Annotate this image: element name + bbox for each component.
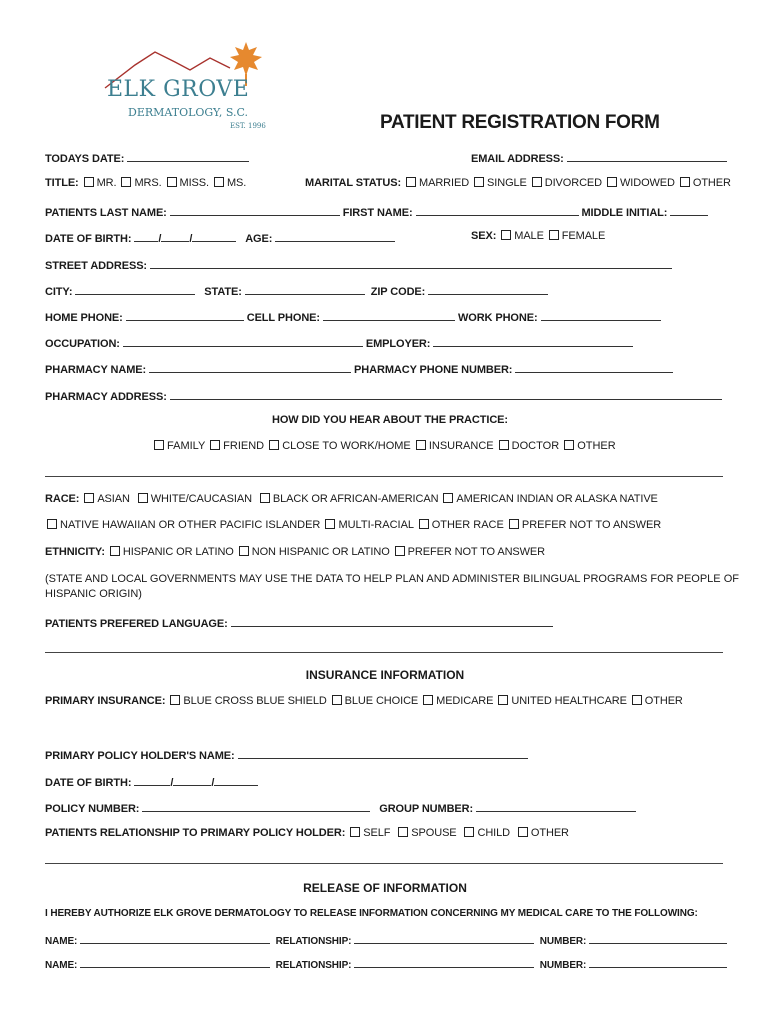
divider [45, 863, 723, 864]
race-option-white[interactable]: WHITE/CAUCASIAN [136, 493, 252, 505]
sex-row: SEX: MALE FEMALE [471, 230, 606, 242]
holder-dob-month-field[interactable] [134, 774, 170, 786]
release-relationship-field[interactable] [354, 933, 534, 944]
race-option-other[interactable]: OTHER RACE [417, 519, 504, 531]
holder-name-field[interactable] [238, 747, 528, 759]
race-option-prefer-not[interactable]: PREFER NOT TO ANSWER [507, 519, 661, 531]
primary-insurance-row: PRIMARY INSURANCE: BLUE CROSS BLUE SHIELD BLUE CHOICE MEDICARE UNITED HEALTHCARE OTHER [45, 695, 683, 707]
checkbox-icon [260, 493, 270, 503]
pharmacy-address-field[interactable] [170, 388, 722, 400]
release-contact-row-1: NAME: RELATIONSHIP: NUMBER: [45, 933, 727, 947]
checkbox-icon [239, 546, 249, 556]
checkbox-icon [138, 493, 148, 503]
checkbox-icon [607, 177, 617, 187]
occupation-field[interactable] [123, 335, 363, 347]
release-name-field[interactable] [80, 933, 270, 944]
dob-year-field[interactable] [192, 230, 236, 242]
ethnicity-option-hispanic[interactable]: HISPANIC OR LATINO [108, 546, 234, 558]
marital-option-single[interactable]: SINGLE [472, 177, 527, 189]
release-number-field[interactable] [589, 933, 727, 944]
cell-phone-field[interactable] [323, 309, 455, 321]
marital-option-other[interactable]: OTHER [678, 177, 731, 189]
occupation-row: OCCUPATION: EMPLOYER: [45, 335, 633, 350]
hear-heading: HOW DID YOU HEAR ABOUT THE PRACTICE: [272, 414, 508, 426]
checkbox-icon [154, 440, 164, 450]
todays-date-row: TODAYS DATE: [45, 150, 249, 165]
hear-option-friend[interactable]: FRIEND [208, 440, 264, 452]
marital-option-married[interactable]: MARRIED [404, 177, 469, 189]
age-field[interactable] [275, 230, 395, 242]
relationship-option-spouse[interactable]: SPOUSE [396, 827, 456, 839]
checkbox-icon [416, 440, 426, 450]
pharmacy-row: PHARMACY NAME: PHARMACY PHONE NUMBER: [45, 361, 673, 376]
middle-initial-field[interactable] [670, 204, 708, 216]
release-relationship-field[interactable] [354, 957, 534, 968]
checkbox-icon [423, 695, 433, 705]
hear-option-doctor[interactable]: DOCTOR [497, 440, 559, 452]
hear-option-other[interactable]: OTHER [562, 440, 616, 452]
hear-option-family[interactable]: FAMILY [152, 440, 205, 452]
race-option-american-indian[interactable]: AMERICAN INDIAN OR ALASKA NATIVE [441, 493, 657, 505]
checkbox-icon [325, 519, 335, 529]
holder-dob-year-field[interactable] [214, 774, 258, 786]
name-row: PATIENTS LAST NAME: FIRST NAME: MIDDLE INITIAL: [45, 204, 708, 219]
checkbox-icon [47, 519, 57, 529]
last-name-field[interactable] [170, 204, 340, 216]
release-heading: RELEASE OF INFORMATION [303, 881, 467, 895]
checkbox-icon [170, 695, 180, 705]
checkbox-icon [84, 177, 94, 187]
logo [100, 40, 290, 135]
checkbox-icon [210, 440, 220, 450]
holder-name-row: PRIMARY POLICY HOLDER'S NAME: [45, 747, 528, 762]
home-phone-field[interactable] [126, 309, 244, 321]
hear-option-close[interactable]: CLOSE TO WORK/HOME [267, 440, 411, 452]
logo-established: EST. 1996 [230, 122, 266, 130]
checkbox-icon [214, 177, 224, 187]
race-option-asian[interactable]: ASIAN [82, 493, 130, 505]
page-title: PATIENT REGISTRATION FORM [380, 112, 660, 133]
race-option-multi[interactable]: MULTI-RACIAL [323, 519, 413, 531]
work-phone-field[interactable] [541, 309, 661, 321]
divider [45, 476, 723, 477]
checkbox-icon [498, 695, 508, 705]
hear-options [152, 440, 616, 452]
holder-dob-row: DATE OF BIRTH: / / [45, 774, 258, 789]
checkbox-icon [395, 546, 405, 556]
checkbox-icon [509, 519, 519, 529]
logo-name: ELK GROVE [107, 77, 250, 102]
disclaimer-line-1: (STATE AND LOCAL GOVERNMENTS MAY USE THE DATA TO HELP PLAN AND ADMINISTER BILINGUAL PROGRAMS FOR PEOPLE OF [45, 573, 739, 585]
checkbox-icon [121, 177, 131, 187]
checkbox-icon [406, 177, 416, 187]
language-row: PATIENTS PREFERED LANGUAGE: [45, 615, 553, 630]
email-field[interactable] [567, 150, 727, 162]
relationship-option-child[interactable]: CHILD [462, 827, 510, 839]
title-option-miss[interactable]: MISS. [165, 177, 209, 189]
hear-option-insurance[interactable]: INSURANCE [414, 440, 494, 452]
pharmacy-address-row: PHARMACY ADDRESS: [45, 388, 722, 403]
policy-number-field[interactable] [142, 800, 370, 812]
title-option-mr[interactable]: MR. [82, 177, 117, 189]
insurance-option-bcbs[interactable]: BLUE CROSS BLUE SHIELD [168, 695, 326, 707]
checkbox-icon [474, 177, 484, 187]
insurance-option-other[interactable]: OTHER [630, 695, 683, 707]
marital-option-divorced[interactable]: DIVORCED [530, 177, 602, 189]
race-option-hawaiian[interactable]: NATIVE HAWAIIAN OR OTHER PACIFIC ISLANDER [45, 519, 320, 531]
dob-day-field[interactable] [161, 230, 189, 242]
release-statement: I HEREBY AUTHORIZE ELK GROVE DERMATOLOGY TO RELEASE INFORMATION CONCERNING MY MEDICAL CARE TO THE FOLLOWING: [45, 908, 698, 919]
relationship-option-self[interactable]: SELF [348, 827, 390, 839]
todays-date-field[interactable] [127, 150, 249, 162]
marital-option-widowed[interactable]: WIDOWED [605, 177, 675, 189]
checkbox-icon [464, 827, 474, 837]
logo-subtitle: DERMATOLOGY, S.C. [128, 106, 249, 119]
checkbox-icon [632, 695, 642, 705]
insurance-option-medicare[interactable]: MEDICARE [421, 695, 493, 707]
checkbox-icon [350, 827, 360, 837]
group-number-field[interactable] [476, 800, 636, 812]
sex-option-female[interactable]: FEMALE [547, 230, 605, 242]
race-option-black[interactable]: BLACK OR AFRICAN-AMERICAN [258, 493, 439, 505]
checkbox-icon [110, 546, 120, 556]
checkbox-icon [518, 827, 528, 837]
ethnicity-option-non-hispanic[interactable]: NON HISPANIC OR LATINO [237, 546, 390, 558]
holder-dob-day-field[interactable] [173, 774, 211, 786]
checkbox-icon [501, 230, 511, 240]
policy-row: POLICY NUMBER: GROUP NUMBER: [45, 800, 636, 815]
race-row: RACE: ASIAN WHITE/CAUCASIAN BLACK OR AFRICAN-AMERICAN AMERICAN INDIAN OR ALASKA NATIVE [45, 493, 658, 505]
street-row: STREET ADDRESS: [45, 257, 672, 272]
checkbox-icon [84, 493, 94, 503]
release-number-field[interactable] [589, 957, 727, 968]
zip-field[interactable] [428, 283, 548, 295]
dob-month-field[interactable] [134, 230, 158, 242]
ethnicity-option-prefer-not[interactable]: PREFER NOT TO ANSWER [393, 546, 545, 558]
relationship-row: PATIENTS RELATIONSHIP TO PRIMARY POLICY HOLDER: SELF SPOUSE CHILD OTHER [45, 827, 569, 839]
sex-option-male[interactable]: MALE [499, 230, 544, 242]
city-row: CITY: STATE: ZIP CODE: [45, 283, 548, 298]
release-name-field[interactable] [80, 957, 270, 968]
pharmacy-phone-field[interactable] [515, 361, 673, 373]
relationship-option-other[interactable]: OTHER [516, 827, 569, 839]
insurance-option-united[interactable]: UNITED HEALTHCARE [496, 695, 626, 707]
title-option-mrs[interactable]: MRS. [119, 177, 161, 189]
checkbox-icon [269, 440, 279, 450]
street-field[interactable] [150, 257, 672, 269]
checkbox-icon [398, 827, 408, 837]
insurance-option-blue-choice[interactable]: BLUE CHOICE [330, 695, 418, 707]
email-row: EMAIL ADDRESS: [471, 150, 727, 165]
title-row: TITLE: MR. MRS. MISS. MS. [45, 177, 247, 189]
checkbox-icon [680, 177, 690, 187]
checkbox-icon [443, 493, 453, 503]
insurance-heading: INSURANCE INFORMATION [305, 668, 465, 682]
checkbox-icon [499, 440, 509, 450]
phone-row: HOME PHONE: CELL PHONE: WORK PHONE: [45, 309, 661, 324]
checkbox-icon [549, 230, 559, 240]
employer-field[interactable] [433, 335, 633, 347]
language-field[interactable] [231, 615, 553, 627]
checkbox-icon [167, 177, 177, 187]
dob-row: DATE OF BIRTH: / / AGE: [45, 230, 395, 245]
checkbox-icon [564, 440, 574, 450]
checkbox-icon [332, 695, 342, 705]
divider [45, 652, 723, 653]
marital-row: MARITAL STATUS: MARRIED SINGLE DIVORCED WIDOWED OTHER [305, 177, 731, 189]
race-row-2 [45, 519, 661, 531]
checkbox-icon [532, 177, 542, 187]
checkbox-icon [419, 519, 429, 529]
ethnicity-row: ETHNICITY: HISPANIC OR LATINO NON HISPANIC OR LATINO PREFER NOT TO ANSWER [45, 546, 546, 558]
city-field[interactable] [75, 283, 195, 295]
title-option-ms[interactable]: MS. [212, 177, 246, 189]
pharmacy-name-field[interactable] [149, 361, 351, 373]
state-field[interactable] [245, 283, 365, 295]
disclaimer-line-2: HISPANIC ORIGIN) [45, 588, 142, 600]
release-contact-row-2: NAME: RELATIONSHIP: NUMBER: [45, 957, 727, 971]
first-name-field[interactable] [416, 204, 579, 216]
